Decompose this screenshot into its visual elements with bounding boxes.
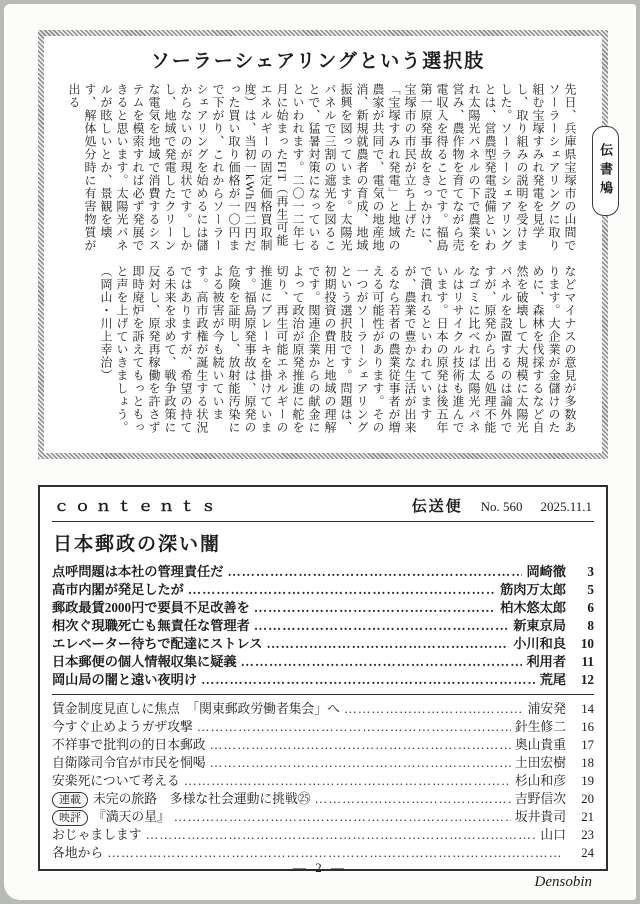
toc-item-author: 奥山貴重 <box>514 738 566 752</box>
toc-item <box>52 635 594 653</box>
toc-leader-dots <box>146 826 537 844</box>
contents-header <box>52 495 594 516</box>
page-number: — 2 — <box>293 860 347 875</box>
toc-item-author: 利用者 <box>526 654 566 669</box>
toc-item <box>52 790 594 808</box>
toc-item <box>52 671 594 689</box>
toc-item-page: 20 <box>581 792 594 806</box>
toc-leader-dots <box>266 635 509 653</box>
toc-item-title-text: おじゃまします <box>52 828 142 842</box>
toc-item-title: 岡山局の闇と遠い夜明け <box>52 672 198 687</box>
toc-leader-dots <box>188 581 496 599</box>
toc-leader-dots <box>210 754 511 772</box>
toc-leader-dots <box>315 790 511 808</box>
brand-name: Densobin <box>534 874 592 890</box>
toc-item <box>52 700 594 718</box>
feature-title: 日本郵政の深い闇 <box>53 534 222 555</box>
toc-item <box>52 736 594 754</box>
toc-item-title-text: 未完の旅路 多様な社会運動に挑戦㉕ <box>93 792 311 806</box>
toc-item-page: 12 <box>580 672 594 687</box>
toc-item <box>52 563 594 581</box>
toc-item <box>52 772 594 790</box>
toc-item-author: 筋肉万太郎 <box>500 582 566 597</box>
toc-leader-dots <box>201 671 536 689</box>
issue-number: No. 560 <box>480 499 523 514</box>
toc-item-title <box>52 736 206 754</box>
toc-item-author: 針生修二 <box>514 720 566 734</box>
toc-leader-dots <box>254 617 509 635</box>
toc-item-page: 18 <box>581 756 594 770</box>
toc-item-page: 23 <box>581 828 594 842</box>
toc-item-title-text: 安楽死について考える <box>52 774 180 788</box>
toc-item-author: 小川和良 <box>513 636 566 651</box>
issue-info <box>412 495 592 516</box>
toc-item <box>52 581 594 599</box>
column-name-tab <box>592 126 619 216</box>
toc-item-page: 10 <box>580 636 594 651</box>
toc-item-author: 吉野信次 <box>514 792 566 806</box>
toc-item-title-text: 賃金制度見直しに焦点 「関東郵政労働者集会」へ <box>52 702 340 716</box>
toc-item-author: 荒尾 <box>539 672 566 687</box>
toc-item-page: 5 <box>587 582 594 597</box>
contents-heading: ｃｏｎｔｅｎｔｓ <box>54 499 223 515</box>
toc-item-page: 3 <box>587 564 594 579</box>
toc-item-badge: 映評 <box>52 810 88 826</box>
toc-item-title: 日本郵便の個人情報収集に疑義 <box>52 654 237 669</box>
toc-item-title-text: 『満天の星』 <box>93 810 170 824</box>
toc-item-author: 山口 <box>540 828 566 842</box>
toc-item-page: 24 <box>581 846 594 860</box>
toc-item-page: 11 <box>581 654 594 669</box>
toc-leader-dots <box>197 718 511 736</box>
toc-leader-dots <box>254 599 496 617</box>
toc-item-title-text: 自衛隊司令官が市民を恫喝 <box>52 756 206 770</box>
toc-item-title-text: 今すぐ止めようガザ攻撃 <box>52 720 193 734</box>
toc-item-author: 坂井貴司 <box>514 810 566 824</box>
toc-item-page: 14 <box>581 702 594 716</box>
toc-item-title: エレベーター待ちで配達にストレス <box>52 636 263 651</box>
issue-date: 2025.11.1 <box>540 499 592 514</box>
toc-item <box>52 754 594 772</box>
toc-item-title <box>52 808 170 826</box>
toc-item <box>52 718 594 736</box>
toc-item-author: 浦安発 <box>527 702 566 716</box>
toc-regular-list <box>52 700 594 862</box>
toc-item-author: 岡崎徹 <box>526 564 566 579</box>
magazine-page <box>4 4 636 900</box>
toc-item-title: 相次ぐ現職死亡も無責任な管理者 <box>52 618 250 633</box>
toc-item <box>52 826 594 844</box>
toc-item-title-text: 各地から <box>52 846 104 860</box>
toc-item-author: 新東京局 <box>513 618 566 633</box>
letter-article-box <box>38 30 613 459</box>
toc-item-title <box>52 790 311 808</box>
toc-item-page: 17 <box>581 738 594 752</box>
toc-item-title <box>52 754 206 772</box>
toc-item <box>52 653 594 671</box>
toc-item-title <box>52 826 142 844</box>
toc-item-title: 点呼問題は本社の管理責任だ <box>52 564 224 579</box>
toc-item-title: 高市内閣が発足したが <box>52 582 184 597</box>
contents-box <box>38 485 608 871</box>
column-name-label: 伝書鳩 <box>598 142 613 200</box>
toc-item-title: 郵政最賃2000円で要員不足改善を <box>52 600 250 615</box>
toc-leader-dots <box>344 700 524 718</box>
toc-item-author: 土田宏樹 <box>514 756 566 770</box>
toc-item-title <box>52 700 340 718</box>
article-title: ソーラーシェアリングという選択肢 <box>150 51 486 72</box>
toc-leader-dots <box>174 808 511 826</box>
toc-item-page: 8 <box>587 618 594 633</box>
toc-leader-dots <box>210 736 511 754</box>
toc-item-title-text: 不祥事で批判の的日本郵政 <box>52 738 206 752</box>
toc-item-page: 21 <box>581 810 594 824</box>
toc-item-title <box>52 772 180 790</box>
toc-item-author: 柏木悠太郎 <box>500 600 566 615</box>
toc-item <box>52 617 594 635</box>
contents-header-rule <box>52 521 594 522</box>
toc-feature-list <box>52 563 594 689</box>
toc-leader-dots <box>227 563 522 581</box>
article-body-band1: 先日、兵庫県宝塚市の山間でソーラーシェアリングに取り組む宝塚すみれ発電を見学し、取り組みの説明を受けました。ソーラーシェアリングとは、営農型発電設備といわれ太陽光パネルの下で農業を営み、農作物を育てながら売電収入を得ることです。福島第一原発事故をきっかけに、宝塚市の市民が立ち上げた「宝塚すみれ発電」と地域の農家が共同で、電気の地産地消、新規就農者の育成、地域振興を図っています。太陽光パネルで三割の遮光を図ることで、猛暑対策になっているといわれます。二〇一二年七月に始まったFIT（再生可能エネルギーの固定価格買取制度）は、当初一kWh四二円だった買い取り価格が一〇円まで下がり、これからソーラーシェアリングを始めるには儲からないのが現状です。しかし、地域で発電したクリーンな電気を地域で消費するシステムを模索すれば必ず発展できると思います。太陽光パネルが眩しいとか、景観を壊す、解体処分時に有害物質が出る <box>67 83 577 253</box>
toc-item-page: 19 <box>581 774 594 788</box>
toc-item-page: 6 <box>587 600 594 615</box>
magazine-name: 伝送便 <box>411 499 463 515</box>
toc-item <box>52 808 594 826</box>
toc-leader-dots <box>241 653 523 671</box>
toc-item-page: 16 <box>581 720 594 734</box>
toc-leader-dots <box>184 772 511 790</box>
toc-item-badge: 連載 <box>52 792 88 808</box>
toc-item <box>52 599 594 617</box>
toc-item-title <box>52 718 193 736</box>
article-body-band2: などマイナスの意見が多数あります。大企業が金儲けのために、森林を伐採するなど自然を破壊して大規模に太陽光パネルを設置するのは論外ですが、原発から出る処理不能なゴミに比べれば太陽光パネルはリサイクル技術も進んでいます。日本の原発は後五年で潰れるといわれていますが、農業で豊かな生活が出来るなら若者の農業従事者が増える可能性があります。その一つがソーラーシェアリングという選択肢です。問題は、初期投資の費用と地域の理解です。関連企業からの献金によって政治が原発推進に舵を切り、再生可能エネルギーの推進にブレーキを掛けています。福島原発事故は、原発の危険を証明し、放射能汚染による被害が今も続いています。高市政権が誕生する状況ではありますが、希望の持てる未来を求めて、戦争政策に反対し、原発再稼働を許さず即時廃炉を訴えてもっともっと声を上げていきましょう。（岡山・川上幸治） <box>99 265 577 434</box>
toc-item-author: 杉山和彦 <box>514 774 566 788</box>
toc-section-divider <box>52 694 594 695</box>
